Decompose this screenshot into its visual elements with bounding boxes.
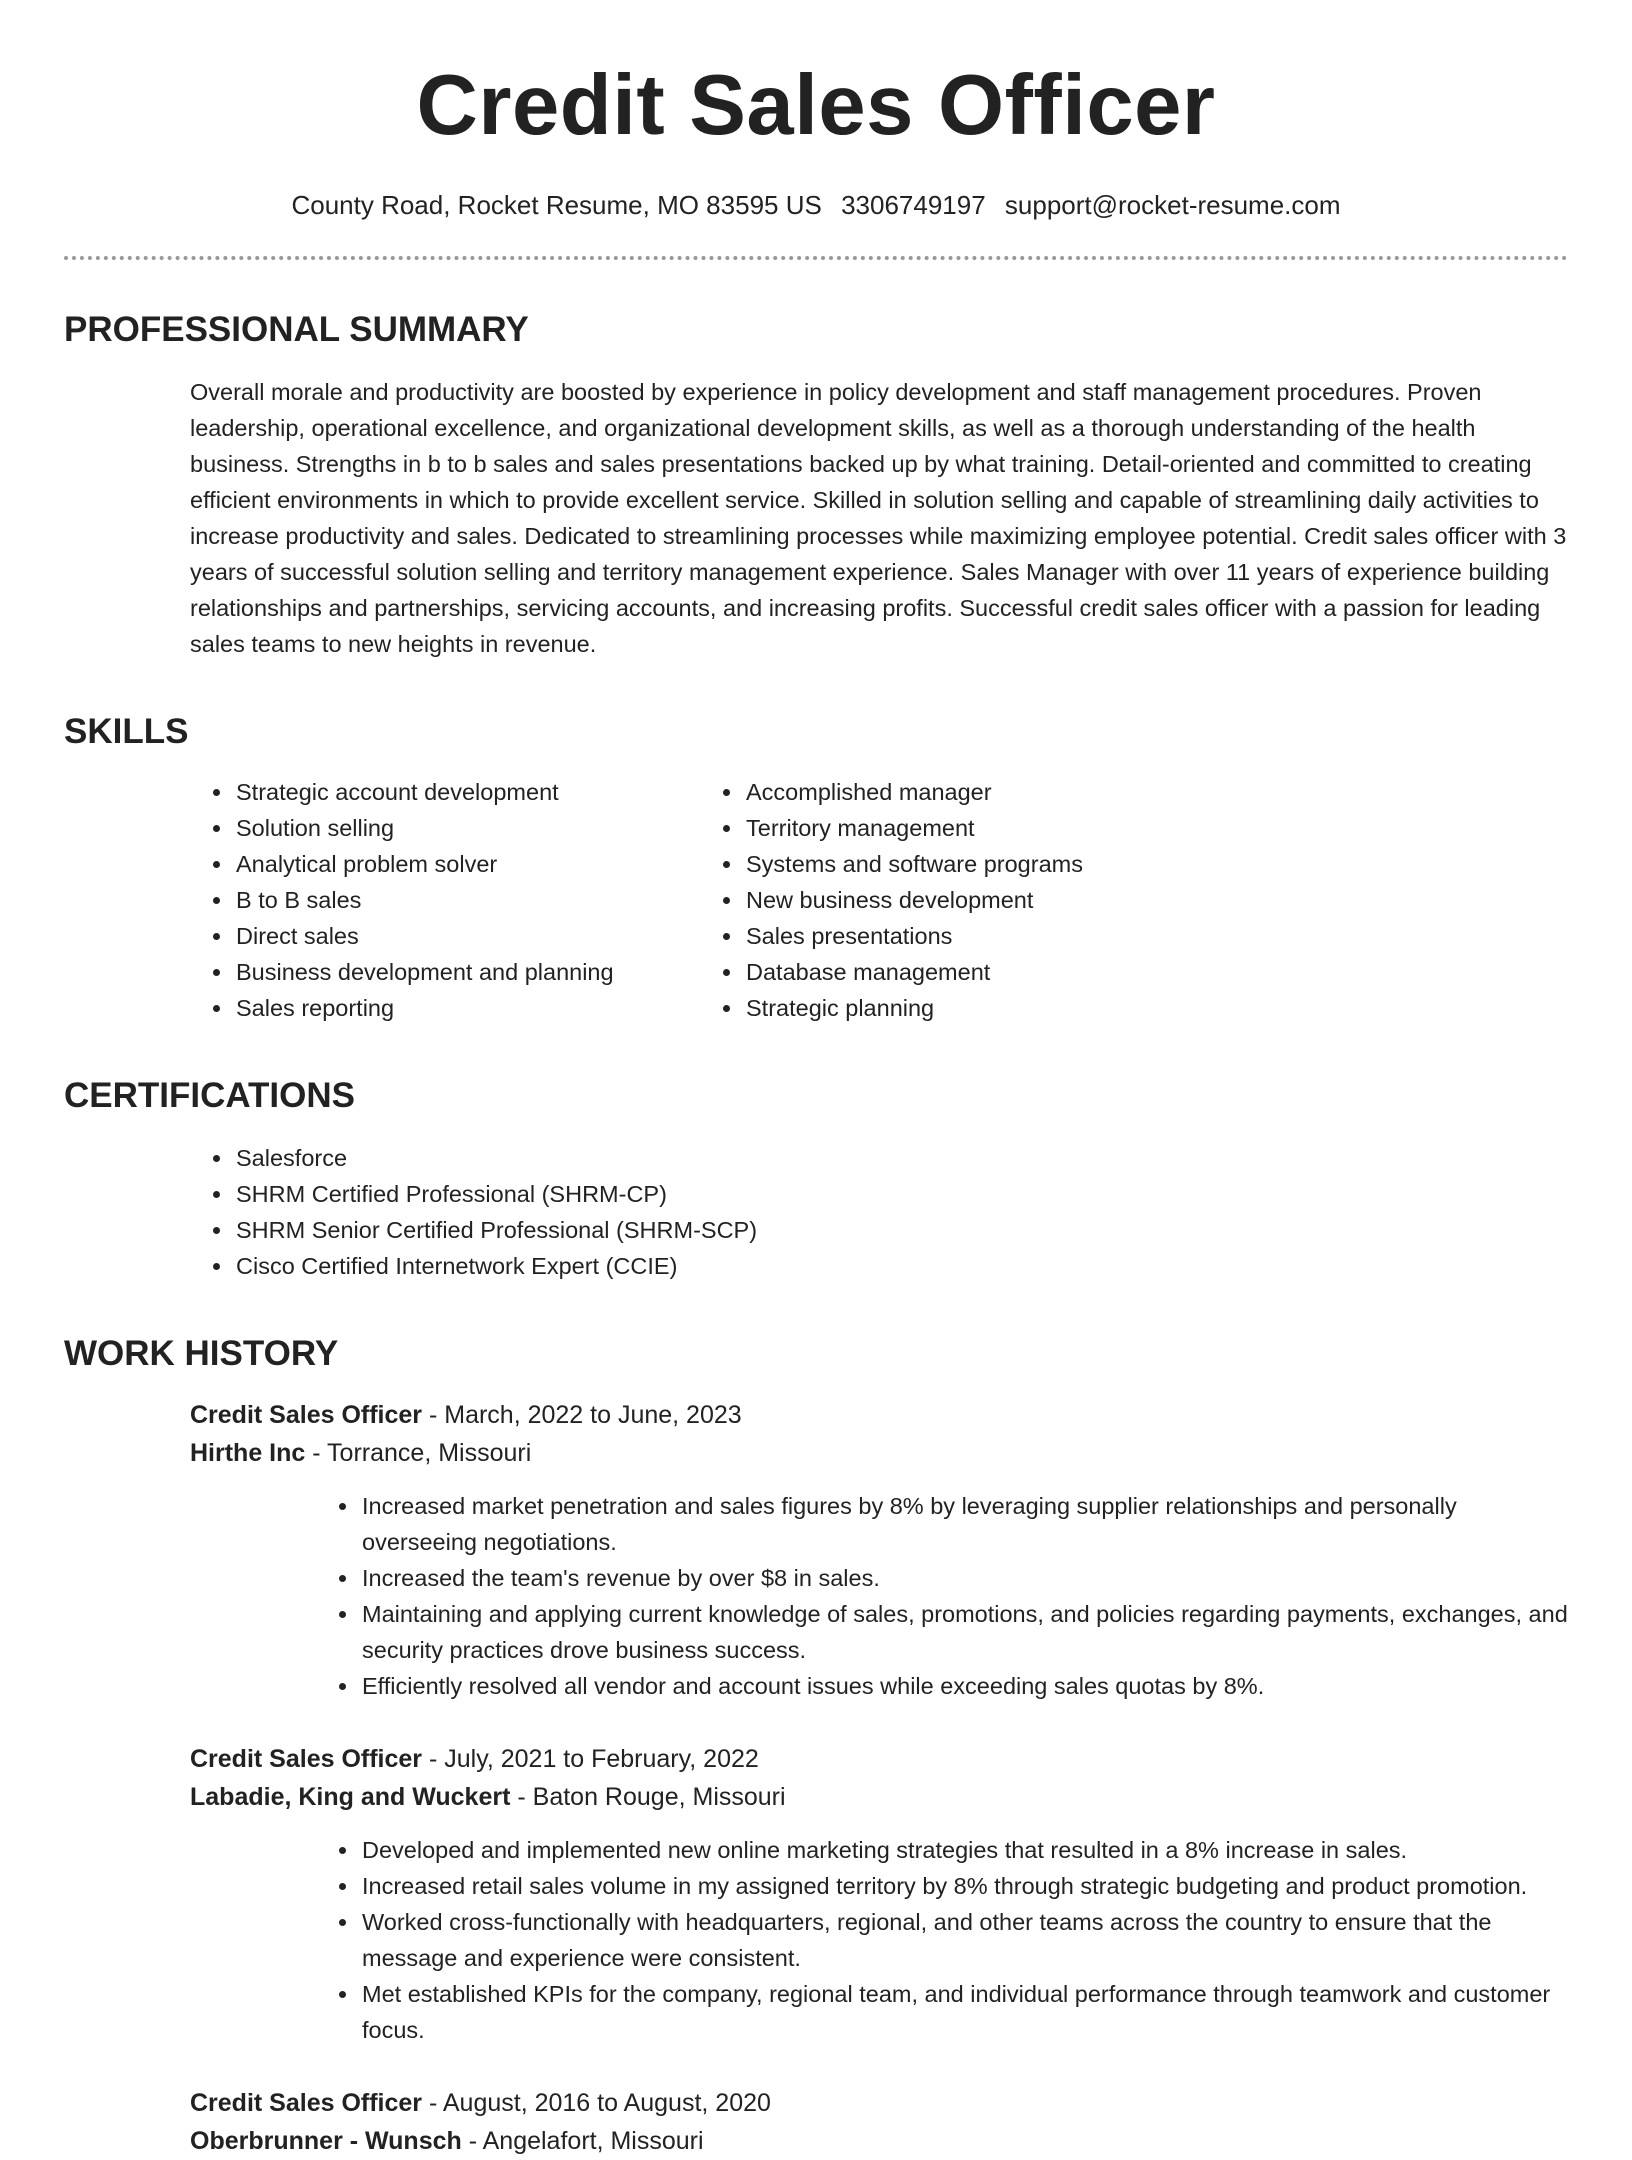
job-bullet: • Increased market penetration and sales figures by 8% by leveraging supplier relationships and personally overseeing negotiations.	[360, 1488, 1568, 1560]
job-dates: - March, 2022 to June, 2023	[422, 1401, 742, 1429]
contact-line	[64, 190, 1568, 220]
skills-heading: SKILLS	[64, 712, 189, 751]
skill-item: • Strategic planning	[744, 990, 1254, 1026]
skill-item: • Business development and planning	[234, 954, 744, 990]
job-entry	[190, 2084, 1568, 2160]
job-bullet: • Maintaining and applying current knowledge of sales, promotions, and policies regarding payments, exchanges, and security practices drove business success.	[360, 1596, 1568, 1668]
certification-item: • Cisco Certified Internetwork Expert (CCIE)	[234, 1248, 1568, 1284]
skill-item: • Solution selling	[234, 810, 744, 846]
skill-item: • Sales reporting	[234, 990, 744, 1026]
job-role: Credit Sales Officer	[190, 2089, 423, 2117]
skill-item: • Database management	[744, 954, 1254, 990]
job-title-line	[190, 2084, 1568, 2122]
job-location: - Baton Rouge, Missouri	[510, 1783, 786, 1811]
skill-item: • B to B sales	[234, 882, 744, 918]
summary-text: Overall morale and productivity are boosted by experience in policy development and staff management procedures. Proven leadership, operational excellence, and organizational development skills, as well as a thorough understanding of the health business. Strengths in b to b sales and sales presentations backed up by what training. Detail-oriented and committed to creating efficient environments in which to provide excellent service. Skilled in solution selling and capable of streamlining daily activities to increase productivity and sales. Dedicated to streamlining processes while maximizing employee potential. Credit sales officer with 3 years of successful solution selling and territory management experience. Sales Manager with over 11 years of experience building relationships and partnerships, servicing accounts, and increasing profits. Successful credit sales officer with a passion for leading sales teams to new heights in revenue.	[190, 379, 1567, 657]
skill-item: • Strategic account development	[234, 774, 744, 810]
job-location: - Torrance, Missouri	[305, 1439, 532, 1467]
contact-phone: 3306749197	[841, 190, 986, 220]
resume-name: Credit Sales Officer	[416, 58, 1216, 153]
job-title-line	[190, 1396, 1568, 1434]
job-bullet: • Efficiently resolved all vendor and account issues while exceeding sales quotas by 8%.	[360, 1668, 1568, 1704]
certification-item: • SHRM Certified Professional (SHRM-CP)	[234, 1176, 1568, 1212]
job-role: Credit Sales Officer	[190, 1745, 423, 1773]
skills-list-left	[234, 774, 744, 1026]
skill-item: • Direct sales	[234, 918, 744, 954]
job-dates: - August, 2016 to August, 2020	[422, 2089, 771, 2117]
job-company-line	[190, 1778, 1568, 1816]
job-bullet: • Increased the team's revenue by over $8 in sales.	[360, 1560, 1568, 1596]
job-company: Oberbrunner - Wunsch	[190, 2127, 462, 2155]
certification-item: • Salesforce	[234, 1140, 1568, 1176]
skill-item: • Territory management	[744, 810, 1254, 846]
job-bullet: • Increased retail sales volume in my assigned territory by 8% through strategic budgeting and product promotion.	[360, 1868, 1568, 1904]
skill-item: • Analytical problem solver	[234, 846, 744, 882]
certification-item: • SHRM Senior Certified Professional (SHRM-SCP)	[234, 1212, 1568, 1248]
summary-heading: PROFESSIONAL SUMMARY	[64, 310, 529, 349]
skill-item: • Accomplished manager	[744, 774, 1254, 810]
job-entry	[190, 1396, 1568, 1704]
job-bullets	[360, 1832, 1568, 2048]
certifications-heading: CERTIFICATIONS	[64, 1076, 356, 1115]
job-dates: - July, 2021 to February, 2022	[422, 1745, 759, 1773]
skills-grid	[64, 774, 1568, 1026]
skills-list-right	[744, 774, 1254, 1026]
skill-item: • Systems and software programs	[744, 846, 1254, 882]
certifications-list	[234, 1140, 1568, 1284]
job-company: Hirthe Inc	[190, 1439, 306, 1467]
work-history-heading: WORK HISTORY	[64, 1334, 339, 1373]
job-role: Credit Sales Officer	[190, 1401, 423, 1429]
job-company: Labadie, King and Wuckert	[190, 1783, 511, 1811]
contact-email[interactable]: support@rocket-resume.com	[1004, 190, 1341, 220]
job-entry	[190, 1740, 1568, 2048]
job-bullet: • Worked cross-functionally with headquarters, regional, and other teams across the country to ensure that the message and experience were consistent.	[360, 1904, 1568, 1976]
job-company-line	[190, 2122, 1568, 2160]
job-title-line	[190, 1740, 1568, 1778]
job-bullets	[360, 1488, 1568, 1704]
job-bullet: • Met established KPIs for the company, regional team, and individual performance through teamwork and customer focus.	[360, 1976, 1568, 2048]
job-location: - Angelafort, Missouri	[461, 2127, 704, 2155]
header-divider	[64, 256, 1568, 260]
job-bullet: • Developed and implemented new online marketing strategies that resulted in a 8% increase in sales.	[360, 1832, 1568, 1868]
job-company-line	[190, 1434, 1568, 1472]
contact-address: County Road, Rocket Resume, MO 83595 US	[291, 190, 822, 220]
skill-item: • Sales presentations	[744, 918, 1254, 954]
skill-item: • New business development	[744, 882, 1254, 918]
